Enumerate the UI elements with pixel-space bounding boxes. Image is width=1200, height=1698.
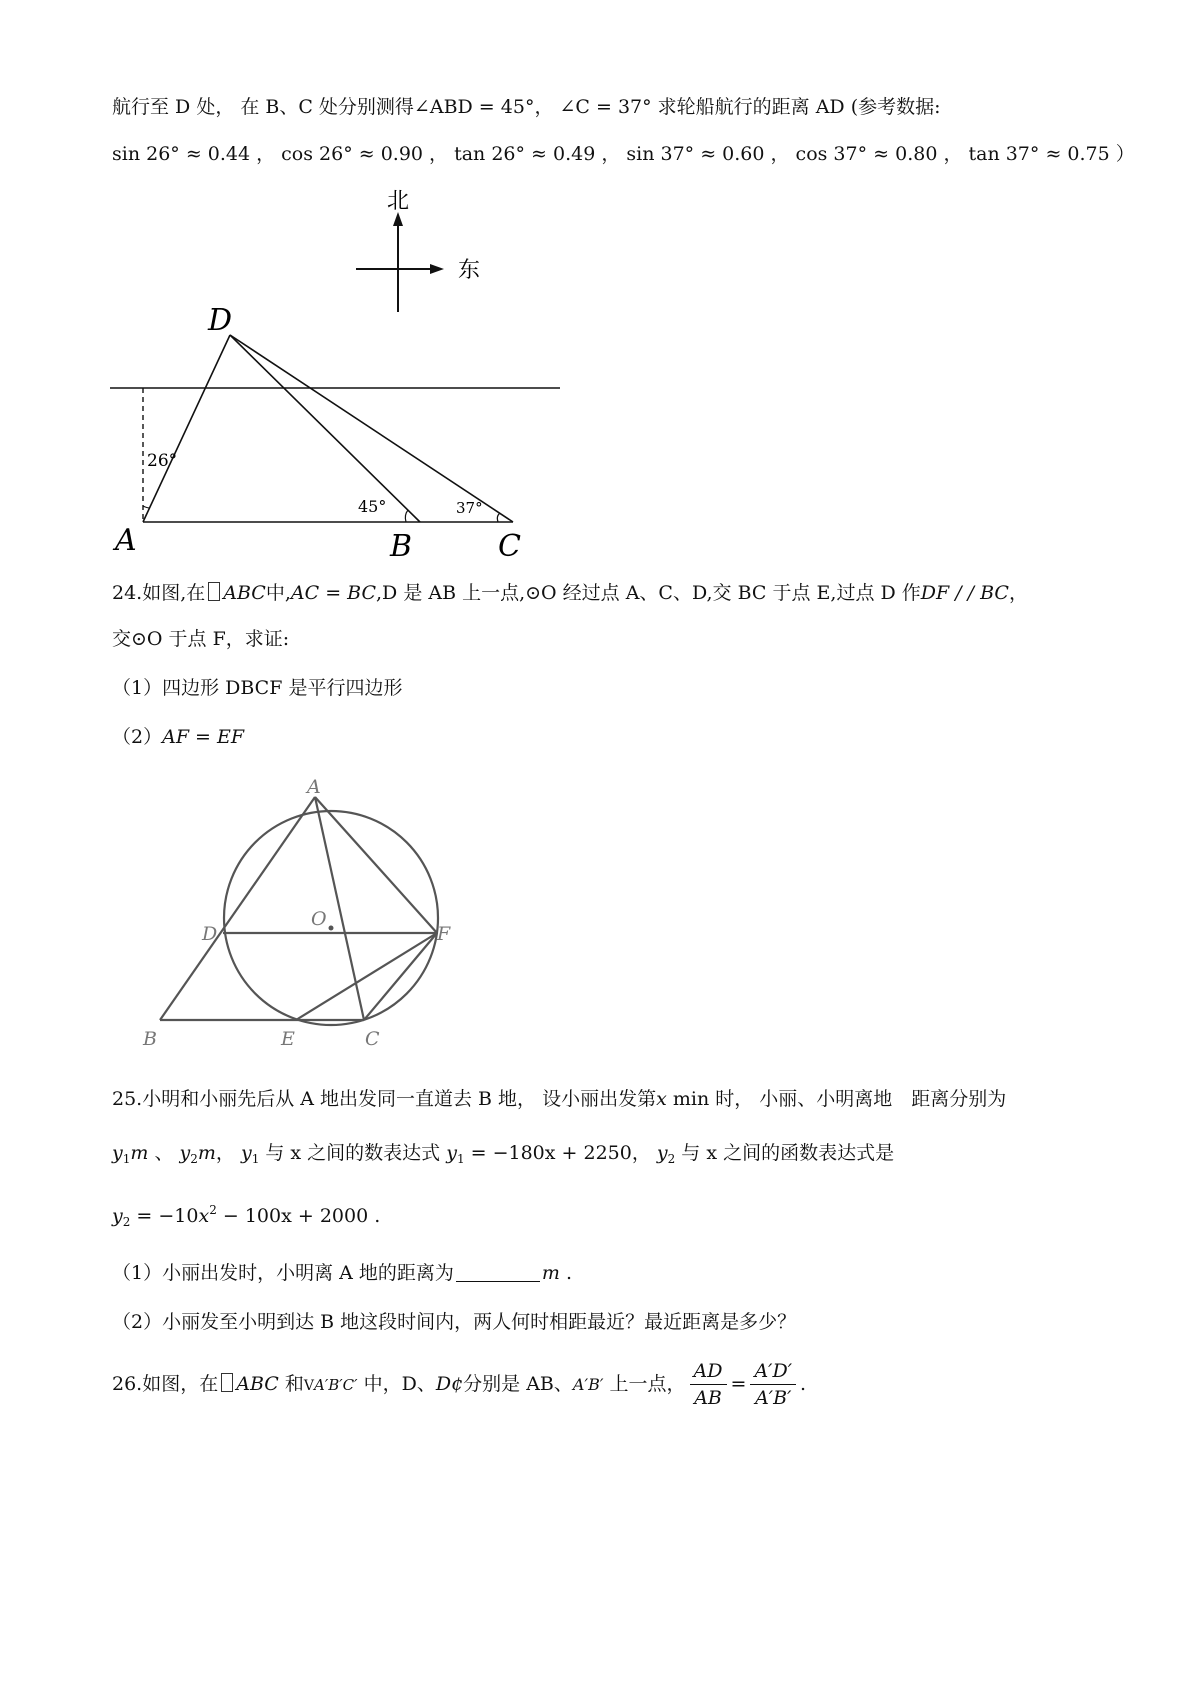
- label-f: F: [437, 923, 451, 945]
- label-e: E: [281, 1028, 295, 1050]
- segment-ad: [143, 335, 230, 522]
- segment-dc: [230, 335, 513, 522]
- label-a: A: [307, 776, 321, 798]
- p25-line1: 25.小明和小丽先后从 A 地出发同一直道去 B 地， 设小丽出发第x min 时， 小丽、小明离地 距离分别为: [112, 1088, 1007, 1110]
- answer-blank[interactable]: [456, 1263, 540, 1282]
- p23-line1: 航行至 D 处， 在 B、C 处分别测得∠ABD = 45°， ∠C = 37° 求轮船航行的距离 AD (参考数据:: [112, 96, 941, 118]
- east-label: 东: [458, 258, 481, 283]
- p23-figure: [100, 175, 570, 564]
- p24-part1: （1）四边形 DBCF 是平行四边形: [112, 677, 403, 699]
- fraction-adprime-abprime: $\frac{A'D'}{A'B'}$: [750, 1362, 796, 1408]
- north-label: 北: [386, 189, 410, 214]
- segment-db: [230, 335, 420, 522]
- p25-number: 25.: [112, 1088, 143, 1110]
- triangle-symbol-icon: [221, 1373, 233, 1392]
- angle-37-label: 37°: [456, 499, 483, 517]
- label-d: D: [202, 923, 218, 945]
- p24-number: 24.: [112, 582, 143, 604]
- label-c: C: [498, 529, 521, 564]
- circle-o: [224, 811, 438, 1025]
- segment-af: [315, 797, 437, 933]
- north-arrow-icon: [393, 212, 403, 226]
- angle-26-label: 26°: [147, 451, 178, 471]
- p24-line1: 24.如图,在 ABC中,AC = BC,D 是 AB 上一点,⊙O 经过点 A、C、D,交 BC 于点 E,过点 D 作DF / / BC，: [112, 582, 1028, 604]
- segment-ef: [296, 933, 437, 1020]
- p24-line2: 交⊙O 于点 F，求证:: [112, 628, 290, 650]
- label-d: D: [208, 303, 233, 338]
- p26-number: 26.: [112, 1373, 143, 1395]
- label-o: O: [311, 908, 327, 930]
- p25-question2: （2）小丽发至小明到达 B 地这段时间内，两人何时相距最近？最近距离是多少？: [112, 1311, 797, 1333]
- east-arrow-icon: [430, 264, 444, 274]
- p24-part2: （2）AF = EF: [112, 726, 245, 748]
- triangle-symbol-icon: [208, 582, 220, 601]
- fraction-ad-ab: $\frac{AD}{AB}$: [690, 1362, 727, 1408]
- compass-rose: [356, 189, 480, 312]
- label-b: B: [390, 529, 413, 564]
- p26-line1: 26.如图，在 ABC 和VA′B′C′ 中，D、D¢分别是 AB、A′B′ 上一点， $\frac{AD}{AB}$ = $\frac{A'D'}{A'B'}$ .: [112, 1360, 807, 1409]
- angle-45-label: 45°: [358, 497, 387, 516]
- p25-question1: （1）小丽出发时，小明离 A 地的距离为 m .: [112, 1262, 573, 1284]
- p23-reference-data: sin 26° ≈ 0.44 ， cos 26° ≈ 0.90 ， tan 26° ≈ 0.49 ， sin 37° ≈ 0.60 ， cos 37° ≈ 0.80 ， tan 37° ≈ 0.75 ）: [112, 143, 1135, 165]
- label-c: C: [365, 1028, 380, 1050]
- triangle-symbol-icon: V: [303, 1378, 314, 1394]
- p25-line2: $y_1m$ 、 $y_2m$， $y_1$ 与 x 之间的数表达式 $y_1 = -180x + 2250$， $y_2$ 与 x 之间的函数表达式是: [112, 1142, 895, 1166]
- p25-line3: $y_2 = -10x^2 - 100x + 2000$ .: [112, 1203, 381, 1229]
- label-b: B: [143, 1028, 157, 1050]
- label-a: A: [115, 523, 137, 558]
- p24-figure: [140, 776, 460, 1060]
- segment-ab: [160, 797, 315, 1020]
- segment-cf: [364, 933, 437, 1020]
